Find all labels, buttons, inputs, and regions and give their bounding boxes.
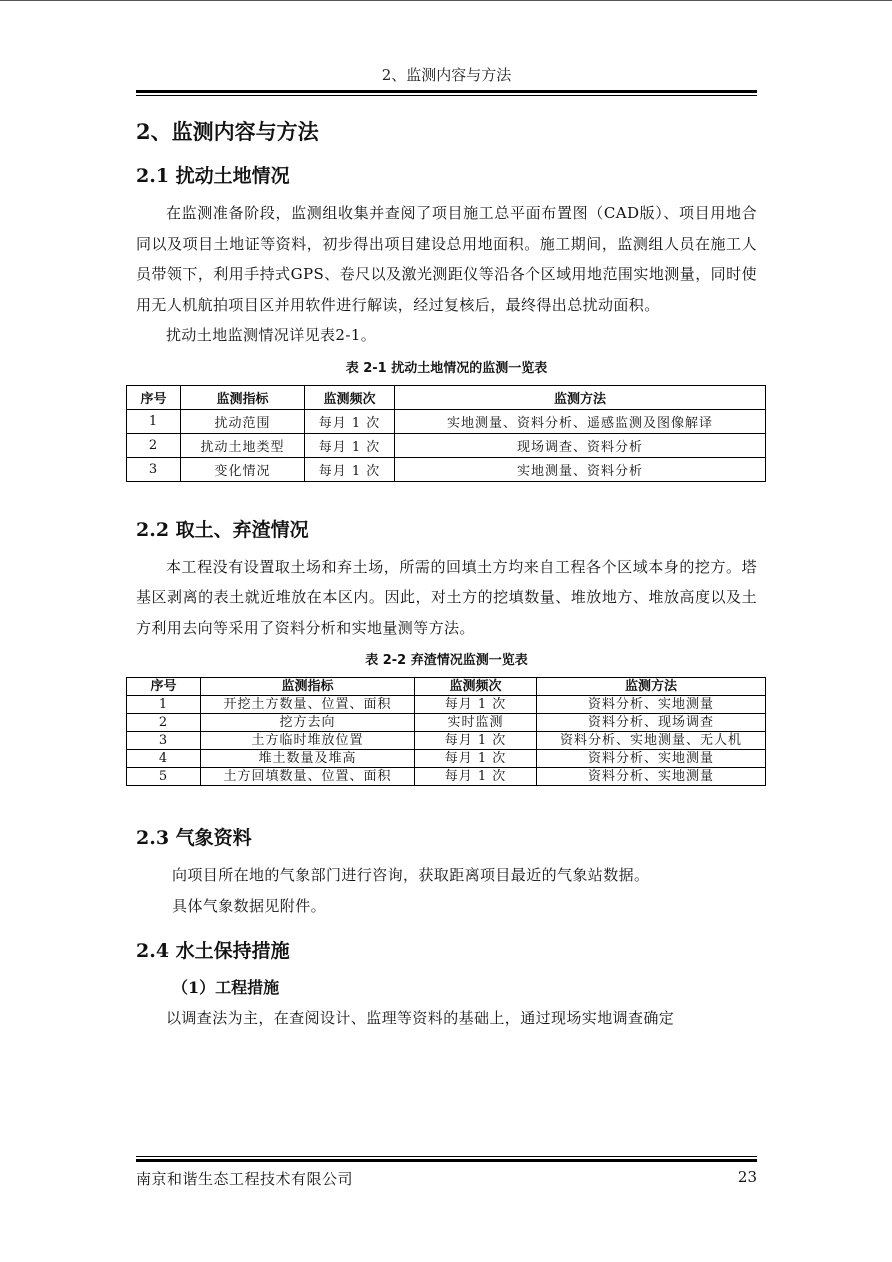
- table-cell: 3: [127, 457, 181, 481]
- header-rule: [136, 90, 757, 96]
- header-cell: 序号: [127, 385, 181, 409]
- table-cell: 每月 1 次: [305, 409, 395, 433]
- section-2-4-paragraph: 以调查法为主，在查阅设计、监理等资料的基础上，通过现场实地调查确定: [166, 1009, 675, 1027]
- header-cell: 序号: [127, 678, 201, 696]
- footer-company: 南京和谐生态工程技术有限公司: [136, 1170, 354, 1188]
- table-row: [127, 750, 766, 768]
- table-cell: 每月 1 次: [305, 433, 395, 457]
- section-2-1-reference: 扰动土地监测情况详见表2-1。: [166, 326, 377, 344]
- section-2-1-paragraph: 在监测准备阶段，监测组收集并查阅了项目施工总平面布置图（CAD版）、项目用地合同以及项目土地证等资料，初步得出项目建设总用地面积。施工期间，监测组人员在施工人员带领下，利用手持式GPS、卷尺以及激光测距仪等沿各个区域用地范围实地测量，同时使用无人机航拍项目区并用软件进行解读，经过复核后，最终得出总扰动面积。: [136, 204, 757, 314]
- table-cell: 资料分析、现场调查: [537, 714, 766, 732]
- table-row: [127, 768, 766, 786]
- table-row: [127, 714, 766, 732]
- table-cell: 土方回填数量、位置、面积: [201, 768, 415, 786]
- table-2-2-caption: 表 2-2 弃渣情况监测一览表: [365, 653, 528, 668]
- section-2-3-note: 具体气象数据见附件。: [172, 896, 327, 915]
- table-row: [127, 433, 766, 457]
- table-cell: 5: [127, 768, 201, 786]
- section-2-2-paragraph: 本工程没有设置取土场和弃土场，所需的回填土方均来自工程各个区域本身的挖方。塔基区剥离的表土就近堆放在本区内。因此，对土方的挖填数量、堆放地方、堆放高度以及土方利用去向等采用了资料分析和实地量测等方法。: [136, 557, 757, 637]
- table-cell: 变化情况: [181, 457, 305, 481]
- table-cell: 每月 1 次: [305, 457, 395, 481]
- table-cell: 3: [127, 732, 201, 750]
- header-cell: 监测指标: [201, 678, 415, 696]
- table-cell: 资料分析、实地测量、无人机: [537, 732, 766, 750]
- section-2-3-paragraph: 向项目所在地的气象部门进行咨询，获取距离项目最近的气象站数据。: [172, 866, 650, 884]
- page-number: 23: [737, 1168, 757, 1186]
- subsection-engineering-measures: （1）工程措施: [172, 978, 280, 997]
- running-header: 2、监测内容与方法: [381, 66, 512, 84]
- table-cell: 资料分析、实地测量: [537, 768, 766, 786]
- table-cell: 资料分析、实地测量: [537, 696, 766, 714]
- header-cell: 监测频次: [305, 385, 395, 409]
- table-cell: 扰动土地类型: [181, 433, 305, 457]
- table-cell: 开挖土方数量、位置、面积: [201, 696, 415, 714]
- header-cell: 监测指标: [181, 385, 305, 409]
- table-cell: 挖方去向: [201, 714, 415, 732]
- table-2-1: [126, 385, 766, 482]
- section-2-1-title: 2.1 扰动土地情况: [136, 165, 290, 187]
- table-header-row: [127, 678, 766, 696]
- section-2-2-title: 2.2 取土、弃渣情况: [136, 518, 309, 541]
- table-2-2: [126, 677, 766, 786]
- header-cell: 监测方法: [537, 678, 766, 696]
- table-cell: 土方临时堆放位置: [201, 732, 415, 750]
- table-row: [127, 696, 766, 714]
- section-2-3-title: 2.3 气象资料: [136, 827, 252, 849]
- table-cell: 堆土数量及堆高: [201, 750, 415, 768]
- footer-rule: [136, 1156, 757, 1162]
- header-cell: 监测方法: [395, 385, 766, 409]
- table-cell: 资料分析、实地测量: [537, 750, 766, 768]
- table-cell: 每月 1 次: [415, 768, 537, 786]
- table-row: [127, 409, 766, 433]
- section-title: 2、监测内容与方法: [136, 119, 319, 144]
- table-cell: 实地测量、资料分析: [395, 457, 766, 481]
- header-cell: 监测频次: [415, 678, 537, 696]
- table-row: [127, 732, 766, 750]
- table-cell: 1: [127, 696, 201, 714]
- table-cell: 1: [127, 409, 181, 433]
- table-cell: 扰动范围: [181, 409, 305, 433]
- table-cell: 每月 1 次: [415, 750, 537, 768]
- table-row: [127, 457, 766, 481]
- table-cell: 实地测量、资料分析、遥感监测及图像解译: [395, 409, 766, 433]
- table-cell: 2: [127, 433, 181, 457]
- table-cell: 现场调查、资料分析: [395, 433, 766, 457]
- page-top-border: [0, 0, 892, 1]
- table-cell: 实时监测: [415, 714, 537, 732]
- table-cell: 4: [127, 750, 201, 768]
- table-cell: 每月 1 次: [415, 732, 537, 750]
- table-header-row: [127, 385, 766, 409]
- table-cell: 每月 1 次: [415, 696, 537, 714]
- table-cell: 2: [127, 714, 201, 732]
- page-content: [136, 112, 757, 1034]
- table-2-1-caption: 表 2-1 扰动土地情况的监测一览表: [345, 360, 548, 376]
- section-2-4-title: 2.4 水土保持措施: [136, 940, 290, 962]
